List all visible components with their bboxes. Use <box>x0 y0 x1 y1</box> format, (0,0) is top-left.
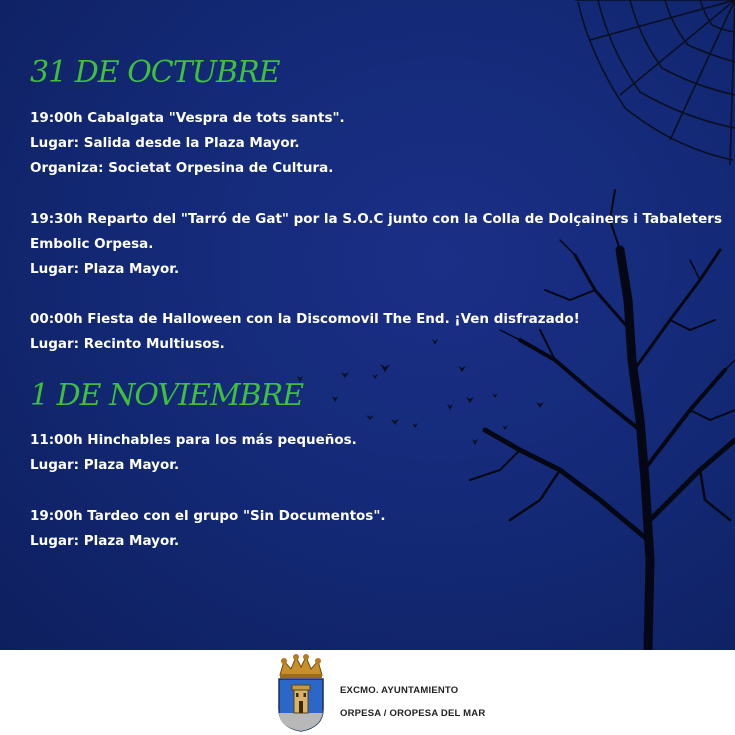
footer <box>0 650 735 735</box>
event-line: Embolic Orpesa. <box>30 236 154 252</box>
town-name: ORPESA / OROPESA DEL MAR <box>340 708 486 719</box>
event-line: 19:30h Reparto del "Tarró de Gat" por la S.O.C junto con la Colla de Dolçainers i Tabaleters <box>30 211 722 227</box>
event-line: Lugar: Recinto Multiusos. <box>30 336 225 352</box>
org-name: EXCMO. AYUNTAMIENTO <box>340 685 459 696</box>
event-line: 19:00h Cabalgata "Vespra de tots sants". <box>30 110 345 126</box>
event-line: Lugar: Plaza Mayor. <box>30 261 180 277</box>
section-title-1-noviembre: 1 DE NOVIEMBRE <box>30 378 304 413</box>
section-title-31-octubre: 31 DE OCTUBRE <box>30 55 280 90</box>
spider-web-icon <box>575 0 735 165</box>
event-line: 11:00h Hinchables para los más pequeños. <box>30 432 357 448</box>
event-line: Organiza: Societat Orpesina de Cultura. <box>30 160 334 176</box>
bare-tree-icon <box>470 190 735 650</box>
event-line: 00:00h Fiesta de Halloween con la Discomovil The End. ¡Ven disfrazado! <box>30 311 580 327</box>
event-line: 19:00h Tardeo con el grupo "Sin Documentos". <box>30 508 386 524</box>
town-crest-icon <box>276 653 326 733</box>
event-line: Lugar: Plaza Mayor. <box>30 533 180 549</box>
event-line: Lugar: Salida desde la Plaza Mayor. <box>30 135 300 151</box>
event-line: Lugar: Plaza Mayor. <box>30 457 180 473</box>
